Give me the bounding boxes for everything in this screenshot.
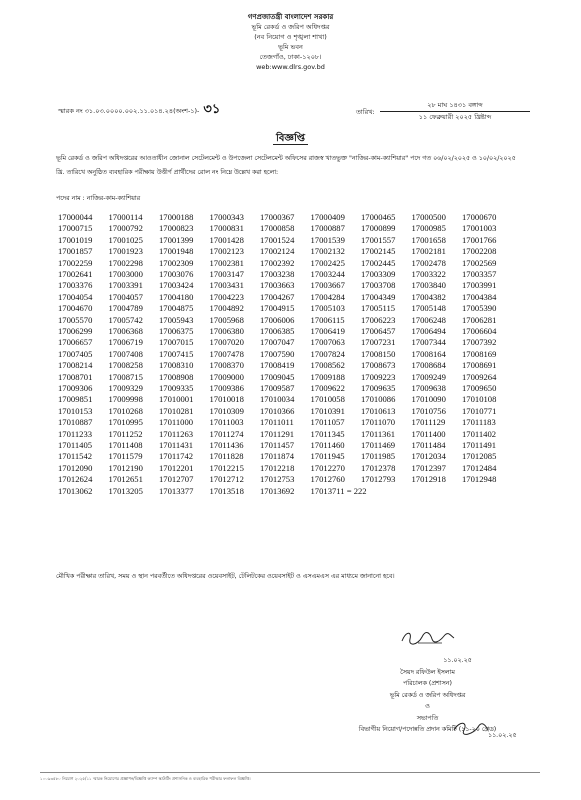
roll-number: 17010281 bbox=[159, 405, 194, 416]
roll-number: 17009638 bbox=[411, 383, 446, 393]
signatory-designation: পরিচালক (প্রশাসন) bbox=[403, 680, 452, 687]
roll-number: 17007231 bbox=[361, 337, 396, 348]
roll-number: 17011985 bbox=[361, 451, 396, 462]
roll-number: 17005968 bbox=[209, 314, 244, 325]
roll-number: 17000670 bbox=[462, 212, 497, 222]
roll-number: 17002381 bbox=[209, 257, 244, 268]
roll-number: 17002309 bbox=[159, 257, 194, 268]
roll-number: 17009329 bbox=[108, 383, 143, 393]
roll-number: 17009587 bbox=[260, 383, 295, 393]
roll-number: 17009335 bbox=[159, 383, 194, 393]
website-link[interactable]: web:www.dlrs.gov.bd bbox=[256, 63, 325, 71]
roll-number: 17004180 bbox=[159, 291, 194, 302]
roll-number: 17000343 bbox=[209, 212, 244, 222]
roll-number: 17008214 bbox=[58, 360, 93, 371]
roll-number: 17000823 bbox=[159, 223, 194, 234]
roll-number: 17009249 bbox=[411, 371, 446, 382]
roll-number: 17009386 bbox=[209, 383, 244, 393]
roll-number: 17006419 bbox=[310, 326, 345, 336]
roll-number: 17007063 bbox=[310, 337, 345, 348]
roll-number: 17004057 bbox=[108, 291, 143, 302]
roll-number: 17001948 bbox=[159, 246, 194, 257]
roll-number: 17002641 bbox=[58, 269, 93, 279]
roll-number: 17012484 bbox=[462, 462, 497, 473]
roll-number: 17010090 bbox=[411, 394, 446, 405]
footer-divider bbox=[40, 772, 540, 773]
roll-number: 17002124 bbox=[260, 246, 295, 257]
roll-number: 17005148 bbox=[411, 303, 446, 314]
roll-number: 17003667 bbox=[310, 280, 345, 291]
roll-number: 17004915 bbox=[260, 303, 295, 314]
roll-number: 17003076 bbox=[159, 269, 194, 279]
roll-number: 17011405 bbox=[58, 440, 93, 450]
roll-number: 17003147 bbox=[209, 269, 244, 279]
roll-number: 17002569 bbox=[462, 257, 497, 268]
roll-number: 17008684 bbox=[411, 360, 446, 371]
roll-number: 17011874 bbox=[260, 451, 295, 462]
roll-number: 17012918 bbox=[411, 474, 446, 485]
roll-number: 17006115 bbox=[310, 314, 345, 325]
roll-number: 17005742 bbox=[108, 314, 143, 325]
roll-number: 17006299 bbox=[58, 326, 93, 336]
roll-number: 17011057 bbox=[310, 417, 345, 428]
roll-number: 17012190 bbox=[108, 462, 143, 473]
roll-number: 17011402 bbox=[462, 428, 497, 439]
roll-number: 17011361 bbox=[361, 428, 396, 439]
roll-number: 17009622 bbox=[310, 383, 345, 393]
roll-number: 17004054 bbox=[58, 291, 93, 302]
roll-number: 17011469 bbox=[361, 440, 396, 450]
roll-number: 17003000 bbox=[108, 269, 143, 279]
roll-number: 17010366 bbox=[260, 405, 295, 416]
roll-number: 17008150 bbox=[361, 348, 396, 359]
roll-number: 17009650 bbox=[462, 383, 497, 393]
roll-number: 17012085 bbox=[462, 451, 497, 462]
committee-name: বিভাগীয় নিয়োগ/পদোন্নতি প্রদান কমিটি (১১-২০ গ্রেড) bbox=[358, 726, 497, 733]
intro-paragraph: ভূমি রেকর্ড ও জরিপ অধিদপ্তরের আওতাধীন জোনাল সেটেলমেন্ট ও উপজেলা সেটেলমেন্ট অফিসের রাজস্ব খাতভুক্ত "নাজির-কাম-ক্যাশিয়ার" পদে গত ০৬/০২/২০২৫ ও ১০/০২/২০২৫ খ্রি. তারিখে অনুষ্ঠিত ব্যবহারিক পরীক্ষায় উত্তীর্ণ প্রার্থীদের রোল নং নিম্নে উল্লেখ করা হলো: bbox=[56, 155, 516, 176]
roll-number: 17011183 bbox=[462, 417, 496, 428]
signatory-office: ভূমি রেকর্ড ও জরিপ অধিদপ্তর bbox=[389, 691, 466, 699]
roll-number: 17005390 bbox=[462, 303, 497, 314]
roll-number: 17006719 bbox=[108, 337, 143, 348]
roll-number: 17010001 bbox=[159, 394, 194, 405]
roll-number: 17011945 bbox=[310, 451, 345, 462]
roll-number: 17011828 bbox=[209, 451, 244, 462]
roll-number: 17008715 bbox=[108, 371, 143, 382]
roll-number: 17009264 bbox=[462, 371, 497, 382]
roll-number: 17009000 bbox=[209, 371, 244, 382]
roll-number: 17000715 bbox=[58, 223, 93, 234]
roll-number: 17001025 bbox=[108, 234, 143, 245]
roll-number: 17003991 bbox=[462, 280, 497, 291]
roll-number: 17000044 bbox=[58, 212, 93, 222]
roll-number: 17000792 bbox=[108, 223, 143, 234]
roll-number: 17010995 bbox=[108, 417, 143, 428]
roll-number: 17000367 bbox=[260, 212, 295, 222]
roll-number: 17000465 bbox=[361, 212, 396, 222]
roll-number: 17002425 bbox=[310, 257, 345, 268]
date-english: ১১ ফেব্রুয়ারী ২০২৫ খ্রিষ্টাব্দ bbox=[418, 113, 492, 121]
roll-number: 17012378 bbox=[361, 462, 396, 473]
roll-number: 17004875 bbox=[159, 303, 194, 314]
roll-number: 17001857 bbox=[58, 246, 93, 257]
roll-number: 17012712 bbox=[209, 474, 244, 485]
roll-number: 17008310 bbox=[159, 360, 194, 371]
roll-number: 17010058 bbox=[310, 394, 345, 405]
roll-number: 17011484 bbox=[411, 440, 446, 450]
roll-number: 17001428 bbox=[209, 234, 244, 245]
roll-number: 17008258 bbox=[108, 360, 143, 371]
roll-number: 17002478 bbox=[411, 257, 446, 268]
roll-number: 17002445 bbox=[361, 257, 396, 268]
roll-number: 17005103 bbox=[310, 303, 345, 314]
roll-number: 17007344 bbox=[411, 337, 446, 348]
roll-number: 17006494 bbox=[411, 326, 446, 336]
roll-number: 17002259 bbox=[58, 257, 93, 268]
roll-number: 17004384 bbox=[462, 291, 497, 302]
roll-number: 17010613 bbox=[361, 405, 396, 416]
roll-number: 17001003 bbox=[462, 223, 497, 234]
roll-number: 17010034 bbox=[260, 394, 295, 405]
roll-number: 17007392 bbox=[462, 337, 497, 348]
roll-number: 17004223 bbox=[209, 291, 244, 302]
roll-number: 17004892 bbox=[209, 303, 244, 314]
government-name: গণপ্রজাতন্ত্রী বাংলাদেশ সরকার bbox=[247, 13, 334, 21]
roll-number: 17011003 bbox=[209, 417, 244, 428]
memo-reference bbox=[58, 100, 220, 121]
memo-date bbox=[356, 100, 530, 123]
roll-number: 17011742 bbox=[159, 451, 194, 462]
roll-number: 17003376 bbox=[58, 280, 93, 291]
roll-number: 17006380 bbox=[209, 326, 244, 336]
memo-ref-number: ৩১ bbox=[203, 102, 221, 117]
roll-number: 17011408 bbox=[108, 440, 143, 450]
roll-number: 17003663 bbox=[260, 280, 295, 291]
roll-number: 17011263 bbox=[159, 428, 194, 439]
roll-number: 17012707 bbox=[159, 474, 194, 485]
roll-number: 17008908 bbox=[159, 371, 194, 382]
address: তেজগাঁও, ঢাকা-১২০৮। bbox=[259, 53, 322, 61]
roll-number: 17011070 bbox=[361, 417, 396, 428]
roll-number: 17010018 bbox=[209, 394, 244, 405]
roll-number: 17004349 bbox=[361, 291, 396, 302]
roll-number: 17000831 bbox=[209, 223, 244, 234]
letterhead bbox=[0, 12, 581, 72]
roll-number: 17006375 bbox=[159, 326, 194, 336]
roll-number: 17011431 bbox=[159, 440, 194, 450]
roll-number: 17002123 bbox=[209, 246, 244, 257]
roll-number: 17000899 bbox=[361, 223, 396, 234]
roll-number: 17008169 bbox=[462, 348, 497, 359]
roll-number: 17013377 bbox=[159, 485, 194, 496]
roll-number: 17003309 bbox=[361, 269, 396, 279]
roll-number: 17012753 bbox=[260, 474, 295, 485]
memo-ref-prefix: স্মারক নং ৩১.০৩.০০০০.০০২.১১.০১৪.২৪(অংশ-১)- bbox=[58, 107, 200, 115]
roll-number: 17002145 bbox=[361, 246, 396, 257]
roll-number: 17006385 bbox=[260, 326, 295, 336]
roll-number: 17007020 bbox=[209, 337, 244, 348]
roll-number: 17013711 = 222 bbox=[310, 485, 367, 496]
roll-number: 17011291 bbox=[260, 428, 295, 439]
roll-number: 17013692 bbox=[260, 485, 295, 496]
roll-number: 17003357 bbox=[462, 269, 497, 279]
roll-number: 17012793 bbox=[361, 474, 396, 485]
roll-number: 17011345 bbox=[310, 428, 345, 439]
roll-number: 17011542 bbox=[58, 451, 93, 462]
roll-number: 17006281 bbox=[462, 314, 497, 325]
roll-number: 17012397 bbox=[411, 462, 446, 473]
roll-number: 17000858 bbox=[260, 223, 295, 234]
roll-number: 17011000 bbox=[159, 417, 194, 428]
roll-number: 17002298 bbox=[108, 257, 143, 268]
roll-number: 17012948 bbox=[462, 474, 497, 485]
roll-number: 17007047 bbox=[260, 337, 295, 348]
roll-number: 17011491 bbox=[462, 440, 497, 450]
roll-number: 17000114 bbox=[108, 212, 143, 222]
signatory-role: সভাপতি bbox=[416, 714, 439, 722]
roll-number: 17011400 bbox=[411, 428, 446, 439]
roll-number: 17001019 bbox=[58, 234, 93, 245]
roll-number: 17011274 bbox=[209, 428, 244, 439]
roll-number: 17003424 bbox=[159, 280, 194, 291]
roll-number: 17009223 bbox=[361, 371, 396, 382]
roll-number: 17010771 bbox=[462, 405, 497, 416]
roll-number: 17006368 bbox=[108, 326, 143, 336]
roll-number: 17008673 bbox=[361, 360, 396, 371]
roll-number: 17010268 bbox=[108, 405, 143, 416]
roll-number: 17011460 bbox=[310, 440, 345, 450]
roll-number: 17000985 bbox=[411, 223, 446, 234]
roll-number: 17012034 bbox=[411, 451, 446, 462]
roll-number: 17000500 bbox=[411, 212, 446, 222]
roll-number: 17012090 bbox=[58, 462, 93, 473]
roll-number: 17009998 bbox=[108, 394, 143, 405]
roll-number: 17004789 bbox=[108, 303, 143, 314]
roll-number: 17012624 bbox=[58, 474, 93, 485]
roll-number: 17007408 bbox=[108, 348, 143, 359]
roll-number: 17011129 bbox=[411, 417, 446, 428]
roll-number: 17013205 bbox=[108, 485, 143, 496]
roll-number: 17004670 bbox=[58, 303, 93, 314]
roll-number: 17005943 bbox=[159, 314, 194, 325]
roll-number: 17001399 bbox=[159, 234, 194, 245]
roll-number: 17003391 bbox=[108, 280, 143, 291]
roll-number: 17010391 bbox=[310, 405, 345, 416]
roll-number: 17007478 bbox=[209, 348, 244, 359]
roll-number: 17010153 bbox=[58, 405, 93, 416]
roll-number: 17012651 bbox=[108, 474, 143, 485]
roll-number: 17008691 bbox=[462, 360, 497, 371]
roll-number: 17000409 bbox=[310, 212, 345, 222]
viva-notice: মৌখিক পরীক্ষার তারিখ, সময় ও স্থান পরবর্তীতে অধিদপ্তরের ওয়েবসাইট, টেলিটকের ওয়েবসাইট ও এসএমএস এর মাধ্যমে জানানো হবে। bbox=[56, 573, 395, 580]
signature-image bbox=[398, 627, 458, 649]
roll-number: 17005115 bbox=[361, 303, 396, 314]
roll-number: 17010309 bbox=[209, 405, 244, 416]
roll-number: 17009635 bbox=[361, 383, 396, 393]
roll-number: 17012760 bbox=[310, 474, 345, 485]
roll-number: 17003238 bbox=[260, 269, 295, 279]
roll-number: 17001524 bbox=[260, 234, 295, 245]
roll-number: 17013518 bbox=[209, 485, 244, 496]
roll-number: 17005570 bbox=[58, 314, 93, 325]
roll-number: 17006657 bbox=[58, 337, 93, 348]
date-bangla: ২৮ মাঘ ১৪৩১ বঙ্গাব্দ bbox=[380, 100, 530, 112]
roll-number: 17003708 bbox=[361, 280, 396, 291]
department-name: ভূমি রেকর্ড ও জরিপ অধিদপ্তর bbox=[251, 23, 330, 31]
roll-number: 17003840 bbox=[411, 280, 446, 291]
building-name: ভূমি ভবন bbox=[278, 43, 303, 51]
roll-number: 17011457 bbox=[260, 440, 295, 450]
roll-number: 17012201 bbox=[159, 462, 194, 473]
signatory-and: ও bbox=[425, 703, 430, 710]
roll-number: 17002181 bbox=[411, 246, 446, 257]
roll-number: 17008562 bbox=[310, 360, 345, 371]
roll-number: 17011011 bbox=[260, 417, 294, 428]
roll-number: 17010086 bbox=[361, 394, 396, 405]
roll-number: 17009188 bbox=[310, 371, 345, 382]
roll-number: 17003431 bbox=[209, 280, 244, 291]
roll-number: 17009851 bbox=[58, 394, 93, 405]
signature-date: ১১.০২.২৫ bbox=[443, 657, 472, 664]
roll-number: 17000887 bbox=[310, 223, 345, 234]
roll-number: 17002392 bbox=[260, 257, 295, 268]
roll-number: 17011233 bbox=[58, 428, 93, 439]
roll-number: 17007405 bbox=[58, 348, 93, 359]
roll-number: 17004284 bbox=[310, 291, 345, 302]
roll-number: 17004267 bbox=[260, 291, 295, 302]
roll-number: 17012218 bbox=[260, 462, 295, 473]
roll-number: 17011436 bbox=[209, 440, 244, 450]
roll-number: 17001923 bbox=[108, 246, 143, 257]
roll-number: 17009045 bbox=[260, 371, 295, 382]
roll-number: 17003244 bbox=[310, 269, 345, 279]
roll-number: 17007590 bbox=[260, 348, 295, 359]
signatory-name: সৈয়দ রফিউল ইসলাম bbox=[400, 668, 455, 676]
initial-date: ১১.০২.২৫ bbox=[488, 732, 517, 739]
roll-number: 17002208 bbox=[462, 246, 497, 257]
roll-number: 17001557 bbox=[361, 234, 396, 245]
roll-number: 17000188 bbox=[159, 212, 194, 222]
post-name: পদের নাম : নাজির-কাম-ক্যাশিয়ার bbox=[56, 195, 141, 202]
notice-title: বিজ্ঞপ্তি bbox=[0, 131, 581, 148]
roll-number: 17006457 bbox=[361, 326, 396, 336]
roll-number: 17001658 bbox=[411, 234, 446, 245]
roll-number: 17004382 bbox=[411, 291, 446, 302]
roll-number: 17006006 bbox=[260, 314, 295, 325]
roll-number: 17008419 bbox=[260, 360, 295, 371]
roll-number: 17012215 bbox=[209, 462, 244, 473]
roll-number: 17011579 bbox=[108, 451, 143, 462]
roll-number: 17010887 bbox=[58, 417, 93, 428]
roll-number: 17008164 bbox=[411, 348, 446, 359]
roll-number: 17007015 bbox=[159, 337, 194, 348]
roll-number: 17013062 bbox=[58, 485, 93, 496]
roll-number: 17007415 bbox=[159, 348, 194, 359]
roll-number: 17010108 bbox=[462, 394, 497, 405]
roll-number: 17011252 bbox=[108, 428, 143, 439]
roll-number: 17008701 bbox=[58, 371, 93, 382]
roll-number: 17002132 bbox=[310, 246, 345, 257]
date-label: তারিখ: bbox=[356, 108, 375, 116]
roll-number: 17006248 bbox=[411, 314, 446, 325]
roll-number: 17012270 bbox=[310, 462, 345, 473]
roll-number: 17006604 bbox=[462, 326, 497, 336]
branch-name: (নব নিয়োগ ও শৃঙ্খলা শাখা) bbox=[254, 33, 327, 41]
roll-number: 17009306 bbox=[58, 383, 93, 393]
footer-note: ১০০৯৩৫৮০ নিয়োগ ২০২৫/১১ স্মারক নিয়োগের প্রজ্ঞাপন/বিজ্ঞপ্তি ক্যাম্প স্কাউটিং প্রশাসনিক ও ব্যবহারিক পরীক্ষার ফলাফল বিজ্ঞপ্তি। bbox=[40, 776, 251, 781]
roll-number: 17008370 bbox=[209, 360, 244, 371]
roll-number: 17010756 bbox=[411, 405, 446, 416]
roll-number: 17006223 bbox=[361, 314, 396, 325]
roll-number: 17001539 bbox=[310, 234, 345, 245]
roll-number: 17007824 bbox=[310, 348, 345, 359]
roll-number: 17003322 bbox=[411, 269, 446, 279]
roll-number: 17001766 bbox=[462, 234, 497, 245]
